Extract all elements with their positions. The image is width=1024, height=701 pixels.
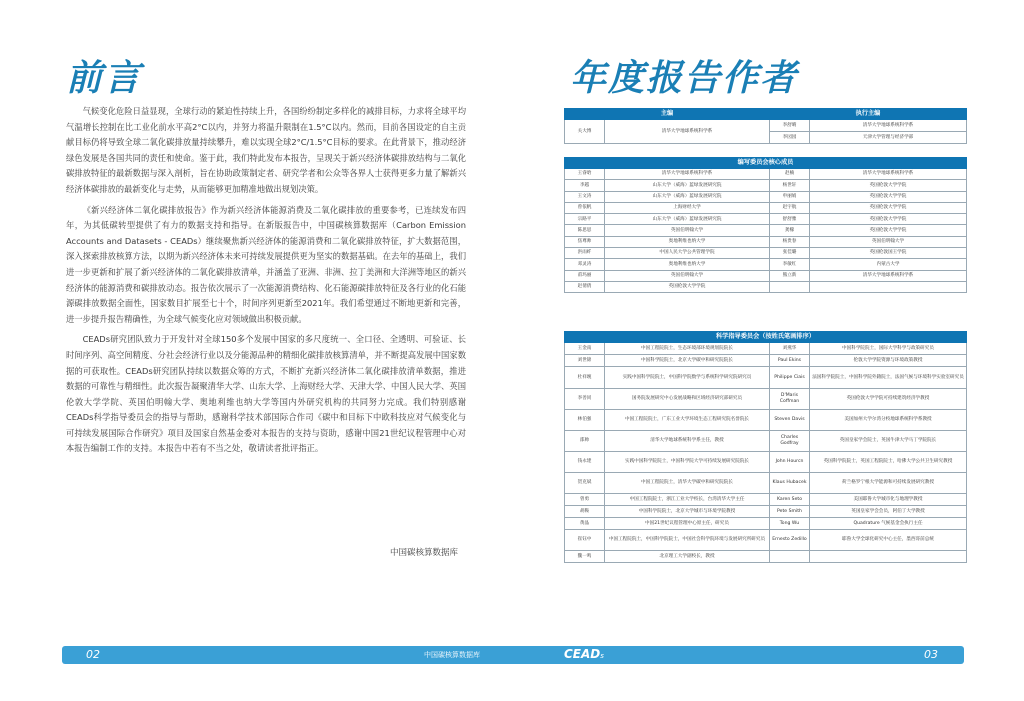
member-affiliation: 上海财经大学 xyxy=(605,202,770,213)
member-affiliation: 英国伦敦大学学院 xyxy=(810,180,967,191)
member-name: Ernesto Zedillo xyxy=(770,530,810,551)
member-affiliation: 英国伦敦大学学院 xyxy=(605,281,770,292)
member-affiliation: 中国科学院院士，国际大学科学与政策研究员 xyxy=(810,343,967,355)
member-affiliation: 中国工程院院士，清华大学碳中和研究院院长 xyxy=(605,473,770,494)
member-affiliation: 英国伦敦大学学院 xyxy=(810,214,967,225)
member-name: 曾依帆 xyxy=(565,202,605,213)
member-name: 张佳璐 xyxy=(770,248,810,259)
table-row xyxy=(565,259,967,270)
table-row xyxy=(565,473,967,494)
member-affiliation: 山东大学（威海）蓝绿发展研究院 xyxy=(605,191,770,202)
member-name: 崔钰中 xyxy=(565,530,605,551)
member-affiliation: 荷兰格罗宁根大学能源和可持续发展研究教授 xyxy=(810,473,967,494)
table-row xyxy=(565,494,967,506)
exec-editor-affiliation: 天津大学管理与经济学部 xyxy=(810,132,967,144)
member-affiliation: 中国工程院院士，生态环境部环境规划院院长 xyxy=(605,343,770,355)
member-name: 洪雨纤 xyxy=(565,248,605,259)
member-name: 胡鞍 xyxy=(565,506,605,518)
table-row xyxy=(565,452,967,473)
member-name: 焦尊帅 xyxy=(565,236,605,247)
member-name: 赵倩倩 xyxy=(565,281,605,292)
footer-bar xyxy=(62,646,964,664)
preface-title: 前言 xyxy=(66,58,143,99)
member-affiliation: Quadrature 气候基金会执行主任 xyxy=(810,518,967,530)
member-affiliation: 中国科学院院士，北京大学碳中和研究院院长 xyxy=(605,355,770,367)
table-row xyxy=(565,518,967,530)
member-affiliation: 清华大学地球系统科学系 xyxy=(810,169,967,180)
member-name xyxy=(770,551,810,563)
member-name: 杜祥琬 xyxy=(565,367,605,389)
member-name: 钱永建 xyxy=(565,452,605,473)
member-affiliation: 英国伦敦大学学院 xyxy=(810,191,967,202)
member-name: 熊立新 xyxy=(770,270,810,281)
member-name: 王文涛 xyxy=(565,191,605,202)
member-name: 赵楠 xyxy=(770,169,810,180)
member-name: Tong Wu xyxy=(770,518,810,530)
member-affiliation: 中国工程院院士，中国科学院院士，中国社会科学院环境与发展研究所研究员 xyxy=(605,530,770,551)
member-name: 陈思思 xyxy=(565,225,605,236)
table-row xyxy=(565,225,967,236)
right-page-number: 03 xyxy=(924,648,938,661)
member-affiliation: 英国皇家学会会员，阿伯丁大学教授 xyxy=(810,506,967,518)
footer-center-text: 中国碳核算数据库 xyxy=(424,651,480,659)
member-name: 杨贵春 xyxy=(770,236,810,247)
member-affiliation: 美国加州大学尔湾分校地球系统科学系教授 xyxy=(810,410,967,431)
member-name: Paul Ekins xyxy=(770,355,810,367)
member-name: 李敏红 xyxy=(770,259,810,270)
exec-editor-name: 李舒晴 xyxy=(770,120,810,132)
table-row xyxy=(565,214,967,225)
table-row xyxy=(565,530,967,551)
member-name: 刘燕华 xyxy=(770,343,810,355)
member-name: Karen Seto xyxy=(770,494,810,506)
member-affiliation: 美国耶鲁大学城市化与地理学教授 xyxy=(810,494,967,506)
table-row xyxy=(565,355,967,367)
exec-editor-affiliation: 清华大学地球系统科学系 xyxy=(810,120,967,132)
member-name: 曾勇 xyxy=(565,494,605,506)
member-name: John Hourcn xyxy=(770,452,810,473)
ceads-logo xyxy=(564,647,604,661)
member-affiliation: 奥地利维也纳大学 xyxy=(605,236,770,247)
member-affiliation: 中国工程院院士，浙江工业大学校长，台湾清华大学主任 xyxy=(605,494,770,506)
table-row xyxy=(565,248,967,259)
member-affiliation: 法国科学院院士，中国科学院外籍院士，法国气候与环境科学实验室研究员 xyxy=(810,367,967,389)
member-name: 魏一鸣 xyxy=(565,551,605,563)
member-name: Pete Smith xyxy=(770,506,810,518)
table-row xyxy=(565,281,967,292)
member-affiliation: 英国伯明翰大学 xyxy=(605,270,770,281)
science-committee-table xyxy=(564,331,967,563)
chief-editor-header: 主编 xyxy=(565,109,770,120)
right-page xyxy=(512,0,1024,701)
member-affiliation: 英国伦敦大学学院可持续建筑经济学教授 xyxy=(810,389,967,410)
member-name: 宗路平 xyxy=(565,214,605,225)
member-name: 赵宇航 xyxy=(770,202,810,213)
member-affiliation: 英国科学院院士，英国工程院院士，哈佛大学公共卫生研究教授 xyxy=(810,452,967,473)
member-affiliation: 耶鲁大学全球化研究中心主任，墨西哥前总统 xyxy=(810,530,967,551)
table-row xyxy=(565,191,967,202)
table-row xyxy=(565,270,967,281)
table-row xyxy=(565,410,967,431)
table-row xyxy=(565,236,967,247)
preface-signoff: 中国碳核算数据库 xyxy=(390,548,459,558)
preface-body xyxy=(66,104,466,457)
logo-text: CEAD xyxy=(564,647,601,661)
member-affiliation: 中国工程院院士，广东工业大学环境生态工程研究院名誉院长 xyxy=(605,410,770,431)
member-name: 申丽娟 xyxy=(770,191,810,202)
member-name: 林伯强 xyxy=(565,410,605,431)
core-members-header: 编写委员会核心成员 xyxy=(565,158,967,169)
member-affiliation: 实践中国科学院院士，中国科学院大学可持续发展研究院院长 xyxy=(605,452,770,473)
table-row xyxy=(565,202,967,213)
executive-editor-header: 执行主编 xyxy=(770,109,967,120)
member-affiliation: 清华大学地球系统科学系 xyxy=(810,270,967,281)
science-committee-header: 科学指导委员会（按姓氏笔画排序） xyxy=(565,332,967,343)
member-name: 贺克斌 xyxy=(565,473,605,494)
member-affiliation: 英国伦敦大学学院 xyxy=(810,225,967,236)
member-name: 龚檬 xyxy=(770,225,810,236)
member-name: 邓灵涛 xyxy=(565,259,605,270)
member-affiliation: 山东大学（威海）蓝绿发展研究院 xyxy=(605,180,770,191)
member-affiliation: 清华大学地球系统科学系主任，教授 xyxy=(605,431,770,452)
table-row xyxy=(565,367,967,389)
member-affiliation: 英国伯明翰大学 xyxy=(605,225,770,236)
table-row xyxy=(565,551,967,563)
member-name: 舒舒雅 xyxy=(770,214,810,225)
member-affiliation: 英国伦敦大学学院 xyxy=(810,202,967,213)
member-affiliation: 奥地利维也纳大学 xyxy=(605,259,770,270)
preface-paragraph: 《新兴经济体二氧化碳排放报告》作为新兴经济体能源消费及二氧化碳排放的重要参考，已连续发布四年，为其低碳转型提供了有力的数据支持和指导。在新版报告中，中国碳核算数据库（Carbon Emission Accounts and Datasets - CEADs）继续聚焦新兴经济体的能源消费和二氧化碳排放特征，扩大数据范围，深入探索排放核算方法，以期为新兴经济体未来可持续发展提供更为坚实的数据基础。在去年的基础上，我们进一步更新和扩展了新兴经济体的二氧化碳排放清单，并涵盖了亚洲、非洲、拉丁美洲和大洋洲等地区的新兴经济体的能源消费和碳排放动态。报告依次展示了一次能源消费结构、化石能源碳排放特征及各行业的化石能源碳排放数据全面性，国家数目扩展至七十个，时间序列更新至2021年。我们希望通过不断地更新和完善，进一步提升报告精确性，为全球气候变化应对领域做出积极贡献。 xyxy=(66,204,466,324)
preface-paragraph: CEADs研究团队致力于开发针对全球150多个发展中国家的多尺度统一、全口径、全透明、可验证、长时间序列、高空间精度、分社会经济行业以及分能源品种的精细化碳排放核算清单，并不断提高发展中国家数据的可获取性。CEADs研究团队持续以数据众筹的方式，不断扩充新兴经济体二氧化碳排放清单数据，推进数据的可靠性与精细性。此次报告凝聚清华大学、山东大学、上海财经大学、天津大学、中国人民大学、英国伦敦大学学院、英国伯明翰大学、奥地利维也纳大学等国内外研究机构的共同努力完成。我们特别感谢CEADs科学指导委员会的指导与帮助，感谢科学技术部国际合作司《碳中和目标下中欧科技应对气候变化与可持续发展国际合作研究》项目及国家自然基金委对本报告的支持与资助，感谢中国21世纪议程管理中心对本报告编制工作的支持。本报告中若有不当之处，敬请读者批评指正。 xyxy=(66,334,466,454)
member-affiliation xyxy=(810,281,967,292)
exec-editor-name: 李园园 xyxy=(770,132,810,144)
editors-table xyxy=(564,108,967,144)
left-page-number: 02 xyxy=(86,648,100,661)
table-row xyxy=(565,343,967,355)
member-name: 王金南 xyxy=(565,343,605,355)
table-row xyxy=(565,169,967,180)
chief-editor-name: 关大博 xyxy=(565,120,605,144)
member-affiliation: 北京理工大学副校长，教授 xyxy=(605,551,770,563)
member-name: Steven Davis xyxy=(770,410,810,431)
member-name: 邵帅 xyxy=(565,431,605,452)
table-row xyxy=(565,389,967,410)
member-name: 李越 xyxy=(565,180,605,191)
member-affiliation: 内蒙古大学 xyxy=(810,259,967,270)
member-name: 李善同 xyxy=(565,389,605,410)
member-name: 黄晶 xyxy=(565,518,605,530)
member-affiliation: 中国人民大学公共管理学院 xyxy=(605,248,770,259)
chief-editor-affiliation: 清华大学地球系统科学系 xyxy=(605,120,770,144)
member-affiliation: 中国21世纪议程管理中心原主任，研究员 xyxy=(605,518,770,530)
member-name: Philippe Ciais xyxy=(770,367,810,389)
member-affiliation: 国务院发展研究中心发展战略和区域经济研究部研究员 xyxy=(605,389,770,410)
table-row xyxy=(565,431,967,452)
member-affiliation: 实践中国科学院院士，中国科学院数学与系统科学研究院研究员 xyxy=(605,367,770,389)
preface-paragraph: 气候变化危险日益显现，全球行动的紧迫性持续上升，各国纷纷制定多样化的减排目标，力求将全球平均气温增长控制在比工业化前水平高2°C以内，并努力将温升限制在1.5°C以内。然而，目前各国设定的自主贡献目标仍将导致全球二氧化碳排放量持续攀升，难以实现全球2°C/1.5°C目标的要求。在此背景下，推动经济绿色发展是各国共同的责任和使命。鉴于此，我们特此发布本报告，呈现关于新兴经济体碳排放结构与二氧化碳排放特征的最新数据与深入剖析，旨在协助政策制定者、研究学者和公众等各界人士获得更多力量了解新兴经济体碳排放的最新变化与走势，从而能够更加精准地做出规划决策。 xyxy=(66,106,466,194)
table-row xyxy=(565,180,967,191)
logo-suffix: s xyxy=(600,652,604,660)
member-name: 杨世轩 xyxy=(770,180,810,191)
member-affiliation: 中国科学院院士，北京大学城市与环境学院教授 xyxy=(605,506,770,518)
member-name: Charles Godfray xyxy=(770,431,810,452)
member-name xyxy=(770,281,810,292)
member-affiliation: 英国伯明翰大学 xyxy=(810,236,967,247)
member-name: 王睿晗 xyxy=(565,169,605,180)
member-name: 甫玛丽 xyxy=(565,270,605,281)
authors-title: 年度报告作者 xyxy=(570,58,799,99)
member-affiliation: 清华大学地球系统科学系 xyxy=(605,169,770,180)
member-affiliation: 伦敦大学学院资源与环境政策教授 xyxy=(810,355,967,367)
member-affiliation: 英国皇家学会院士，英国牛津大学马丁学院院长 xyxy=(810,431,967,452)
member-name: Klaus Hubacek xyxy=(770,473,810,494)
core-members-table xyxy=(564,157,967,293)
table-row xyxy=(565,506,967,518)
member-affiliation: 英国伦敦国王学院 xyxy=(810,248,967,259)
member-affiliation: 山东大学（威海）蓝绿发展研究院 xyxy=(605,214,770,225)
member-name: 刘世锦 xyxy=(565,355,605,367)
member-affiliation xyxy=(810,551,967,563)
member-name: D'Maris Coffman xyxy=(770,389,810,410)
